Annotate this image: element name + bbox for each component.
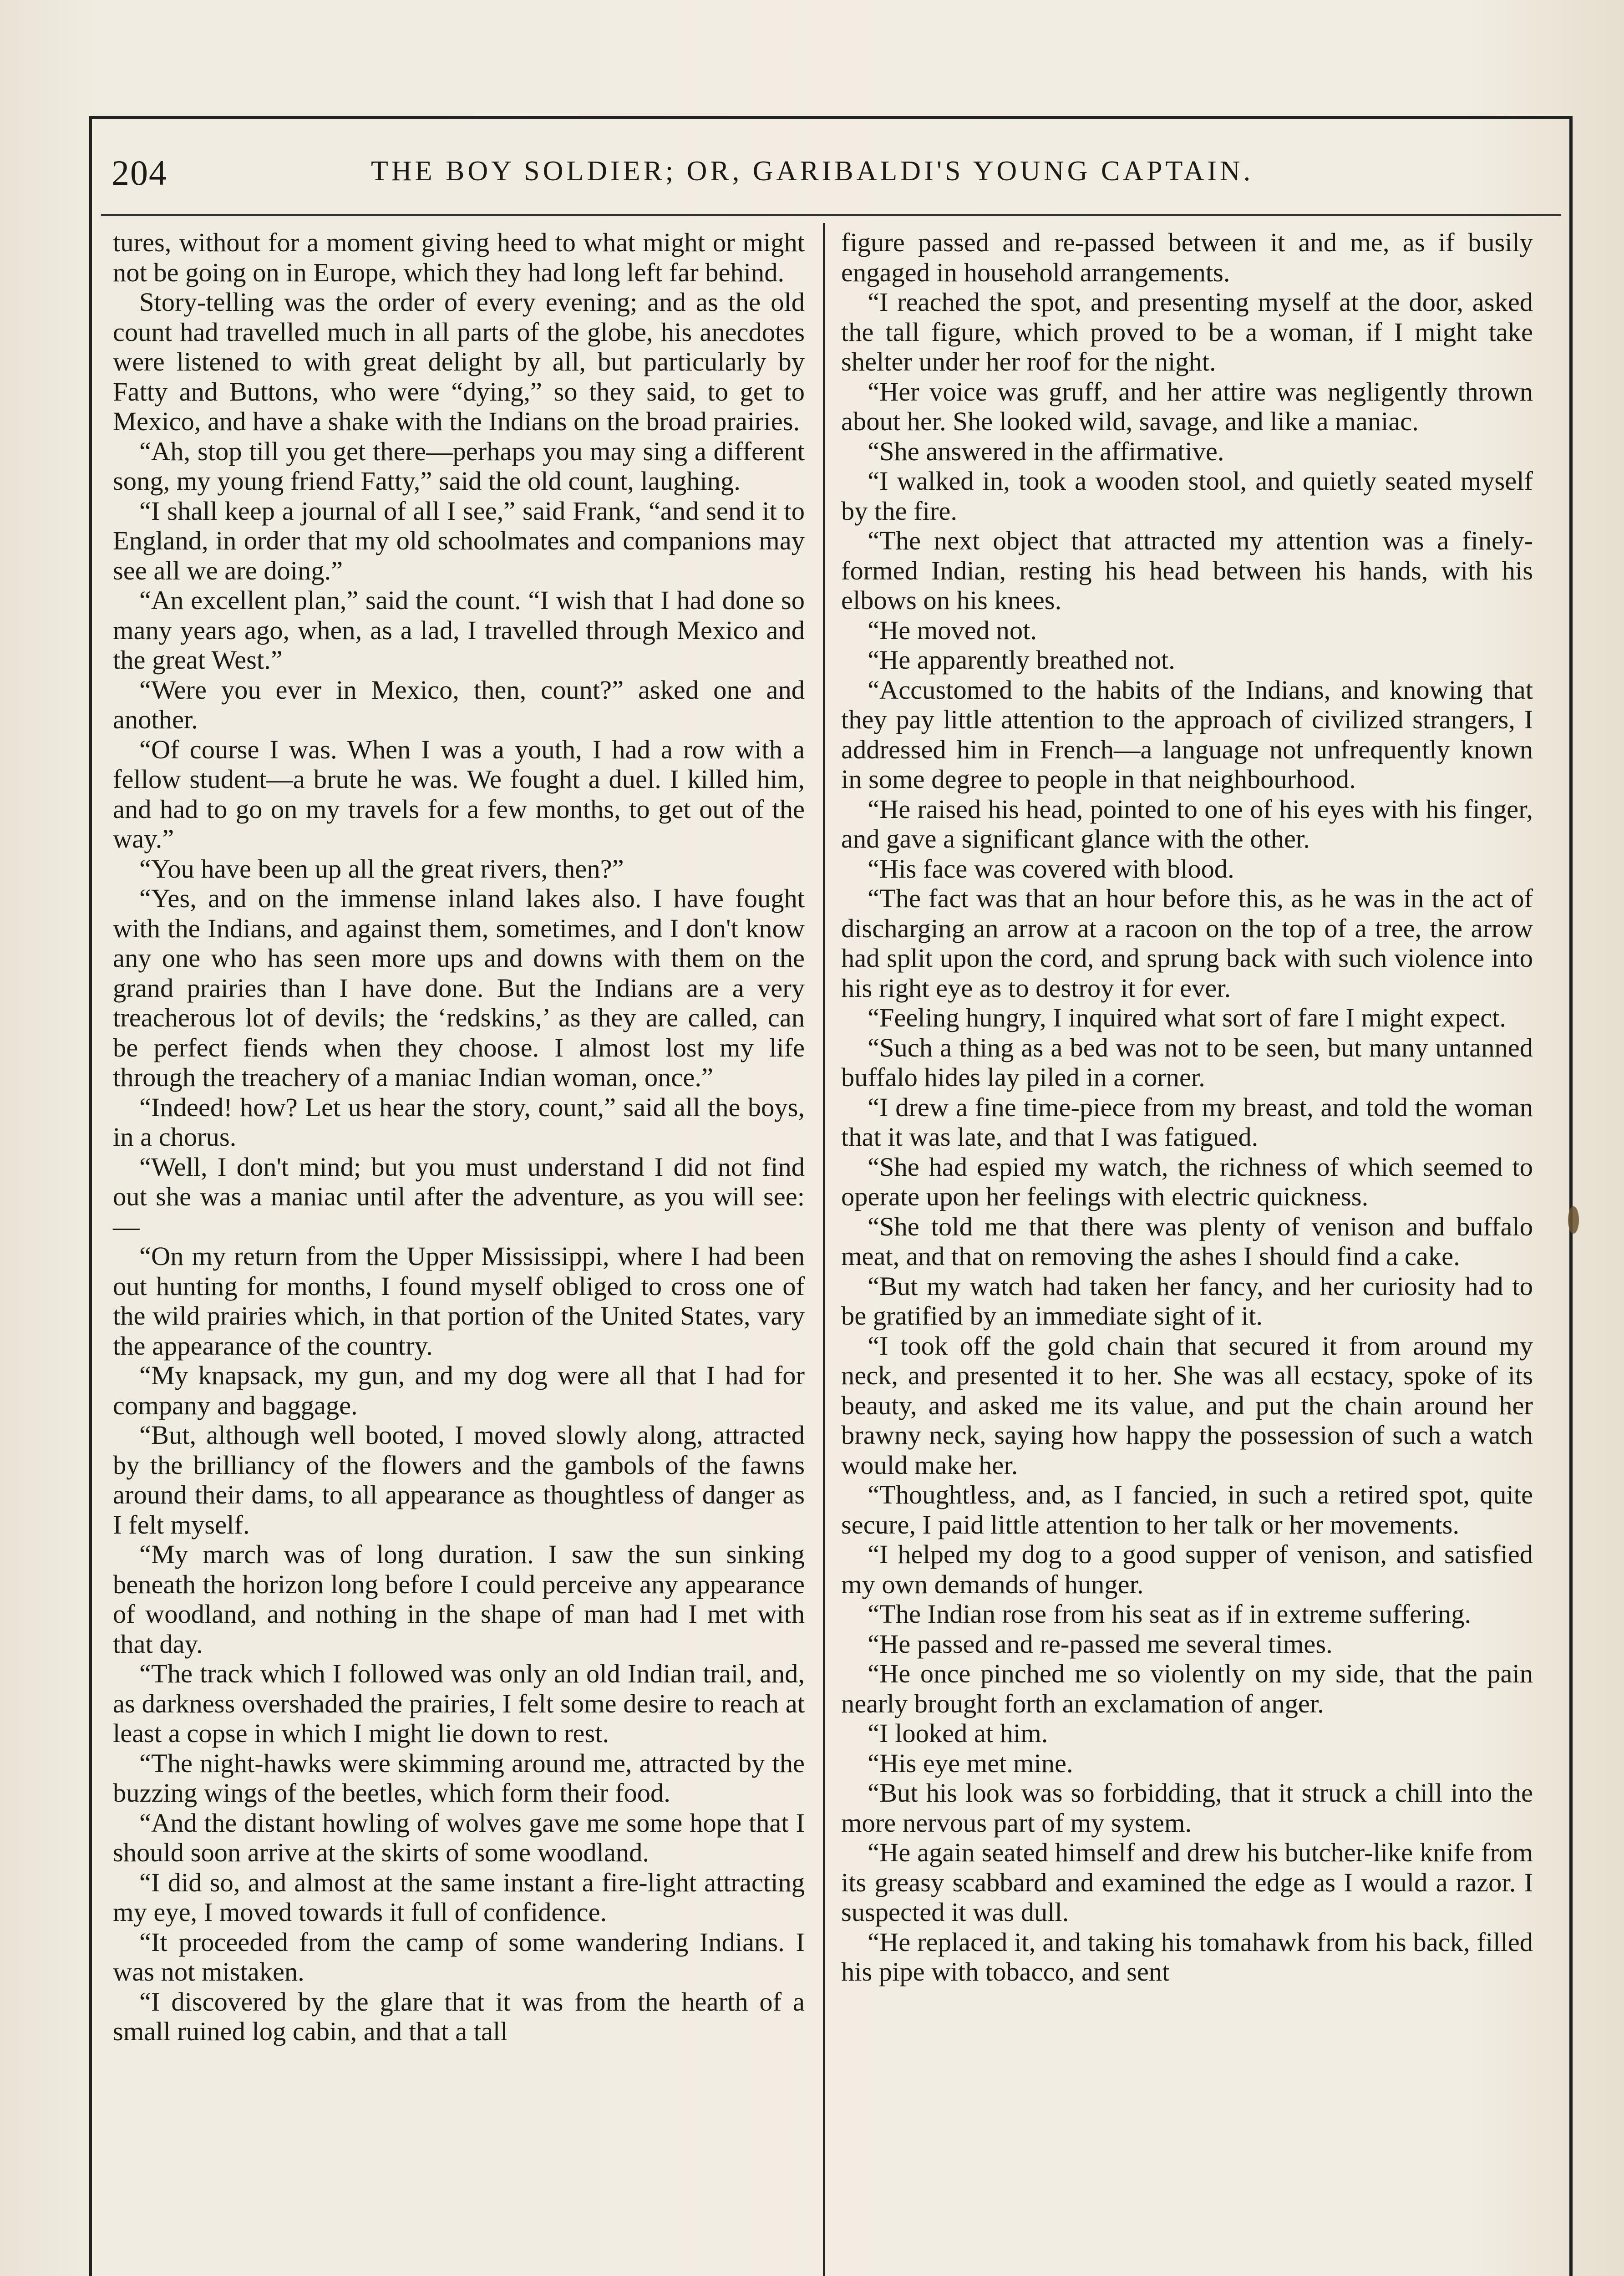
paragraph: “Yes, and on the immense inland lakes also. I have fought with the Indians, and against them, sometimes, and I don't know any one who has seen more ups and downs with them on the grand prairies than I have done. But the Indians are a very treacherous lot of devils; the ‘redskins,’ as they are called, can be perfect fiends when they choose. I almost lost my life through the treachery of a maniac Indian woman, once.” bbox=[113, 884, 805, 1092]
paragraph: “Accustomed to the habits of the Indians, and knowing that they pay little attention to the approach of civilized strangers, I addressed him in French—a language not unfrequently known in some degree to people in that neighbourhood. bbox=[841, 675, 1533, 794]
paragraph: “But my watch had taken her fancy, and her curiosity had to be gratified by an immediate sight of it. bbox=[841, 1271, 1533, 1331]
paper-stain bbox=[1568, 1206, 1579, 1234]
paragraph: “His face was covered with blood. bbox=[868, 854, 1234, 884]
paragraph: “I walked in, took a wooden stool, and quietly seated myself by the fire. bbox=[841, 466, 1533, 526]
paragraph: “I reached the spot, and presenting myself at the door, asked the tall figure, which proved to be a woman, if I might take shelter under her roof for the night. bbox=[841, 287, 1533, 376]
paragraph: “Such a thing as a bed was not to be seen, but many untanned buffalo hides lay piled in a corner. bbox=[841, 1032, 1533, 1092]
paragraph: “The fact was that an hour before this, as he was in the act of discharging an arrow at a racoon on the top of a tree, the arrow had split upon the cord, and sprung back with such violence into his right eye as to destroy it for ever. bbox=[841, 884, 1533, 1003]
paragraph: “The next object that attracted my attention was a finely-formed Indian, resting his head between his hands, with his elbows on his knees. bbox=[841, 526, 1533, 615]
paragraph: “I helped my dog to a good supper of venison, and satisfied my own demands of hunger. bbox=[841, 1539, 1533, 1599]
paragraph: tures, without for a moment giving heed to what might or might not be going on in Europe, which they had long left far behind. bbox=[113, 228, 805, 287]
paragraph: “I drew a fine time-piece from my breast, and told the woman that it was late, and that I was fatigued. bbox=[841, 1092, 1533, 1152]
paragraph: “Well, I don't mind; but you must understand I did not find out she was a maniac until after the adventure, as you will see:— bbox=[113, 1152, 805, 1241]
paragraph: “I discovered by the glare that it was from the hearth of a small ruined log cabin, and that a tall bbox=[113, 1986, 805, 2046]
paragraph: “I took off the gold chain that secured it from around my neck, and presented it to her. She was all ecstacy, spoke of its beauty, and asked me its value, and put the chain around her brawny neck, saying how happy the possession of such a watch would make her. bbox=[841, 1331, 1533, 1480]
paragraph: “The track which I followed was only an old Indian trail, and, as darkness overshaded the prairies, I felt some desire to reach at least a copse in which I might lie down to rest. bbox=[113, 1659, 805, 1748]
paragraph: “You have been up all the great rivers, then?” bbox=[139, 854, 624, 884]
paragraph: “It proceeded from the camp of some wandering Indians. I was not mistaken. bbox=[113, 1927, 805, 1986]
paragraph: “Thoughtless, and, as I fancied, in such a retired spot, quite secure, I paid little attention to her talk or her movements. bbox=[841, 1480, 1533, 1539]
paragraph: “He moved not. bbox=[868, 615, 1037, 645]
paragraph: “Ah, stop till you get there—perhaps you may sing a different song, my young friend Fatty,” said the old count, laughing. bbox=[113, 436, 805, 496]
paragraph: “I shall keep a journal of all I see,” said Frank, “and send it to England, in order that my old schoolmates and companions may see all we are doing.” bbox=[113, 496, 805, 585]
paragraph: “Were you ever in Mexico, then, count?” asked one and another. bbox=[113, 675, 805, 734]
paragraph: “He apparently breathed not. bbox=[868, 645, 1175, 675]
paragraph: “Her voice was gruff, and her attire was negligently thrown about her. She looked wild, savage, and like a maniac. bbox=[841, 376, 1533, 436]
running-title: THE BOY SOLDIER; OR, GARIBALDI'S YOUNG CAPTAIN. bbox=[371, 156, 1254, 187]
column-divider bbox=[823, 223, 825, 2276]
paragraph: “His eye met mine. bbox=[868, 1748, 1073, 1778]
paragraph: “He raised his head, pointed to one of his eyes with his finger, and gave a significant glance with the other. bbox=[841, 794, 1533, 854]
paragraph: “The night-hawks were skimming around me, attracted by the buzzing wings of the beetles, which form their food. bbox=[113, 1748, 805, 1808]
paragraph: “He again seated himself and drew his butcher-like knife from its greasy scabbard and examined the edge as I would a razor. I suspected it was dull. bbox=[841, 1838, 1533, 1927]
paragraph: “She had espied my watch, the richness of which seemed to operate upon her feelings with electric quickness. bbox=[841, 1152, 1533, 1211]
paragraph: “An excellent plan,” said the count. “I wish that I had done so many years ago, when, as a lad, I travelled through Mexico and the great West.” bbox=[113, 585, 805, 675]
paragraph: figure passed and re-passed between it and me, as if busily engaged in household arrangements. bbox=[841, 228, 1533, 287]
paragraph: “The Indian rose from his seat as if in extreme suffering. bbox=[868, 1599, 1472, 1629]
paragraph: “But his look was so forbidding, that it struck a chill into the more nervous part of my system. bbox=[841, 1778, 1533, 1838]
left-column bbox=[113, 228, 805, 2047]
paragraph: “Of course I was. When I was a youth, I had a row with a fellow student—a brute he was. We fought a duel. I killed him, and had to go on my travels for a few months, to get out of the way.” bbox=[113, 734, 805, 854]
paragraph: “He once pinched me so violently on my side, that the pain nearly brought forth an exclamation of anger. bbox=[841, 1659, 1533, 1718]
paragraph: “My knapsack, my gun, and my dog were all that I had for company and baggage. bbox=[113, 1361, 805, 1420]
paragraph: “She told me that there was plenty of venison and buffalo meat, and that on removing the ashes I should find a cake. bbox=[841, 1211, 1533, 1271]
paragraph: “Indeed! how? Let us hear the story, count,” said all the boys, in a chorus. bbox=[113, 1092, 805, 1152]
paragraph: “She answered in the affirmative. bbox=[868, 436, 1224, 466]
paragraph: “He passed and re-passed me several times. bbox=[868, 1629, 1333, 1659]
paragraph: “On my return from the Upper Mississippi, where I had been out hunting for months, I found myself obliged to cross one of the wild prairies which, in that portion of the United States, vary the appearance of the country. bbox=[113, 1241, 805, 1361]
paragraph: “I did so, and almost at the same instant a fire-light attracting my eye, I moved towards it full of confidence. bbox=[113, 1867, 805, 1927]
paragraph: “My march was of long duration. I saw the sun sinking beneath the horizon long before I could perceive any appearance of woodland, and nothing in the shape of man had I met with that day. bbox=[113, 1539, 805, 1659]
paragraph: “And the distant howling of wolves gave me some hope that I should soon arrive at the skirts of some woodland. bbox=[113, 1808, 805, 1867]
right-column bbox=[841, 228, 1533, 1987]
page-number: 204 bbox=[112, 153, 167, 193]
paragraph: “But, although well booted, I moved slowly along, attracted by the brilliancy of the flowers and the gambols of the fawns around their dams, to all appearance as thoughtless of danger as I felt myself. bbox=[113, 1420, 805, 1539]
paragraph: “Feeling hungry, I inquired what sort of fare I might expect. bbox=[868, 1003, 1507, 1032]
paragraph: Story-telling was the order of every evening; and as the old count had travelled much in all parts of the globe, his anecdotes were listened to with great delight by all, but particularly by Fatty and Buttons, who were “dying,” so they said, to get to Mexico, and have a shake with the Indians on the broad prairies. bbox=[113, 287, 805, 436]
page-header bbox=[112, 152, 1359, 203]
paragraph: “I looked at him. bbox=[868, 1718, 1048, 1748]
paragraph: “He replaced it, and taking his tomahawk from his back, filled his pipe with tobacco, and sent bbox=[841, 1927, 1533, 1986]
